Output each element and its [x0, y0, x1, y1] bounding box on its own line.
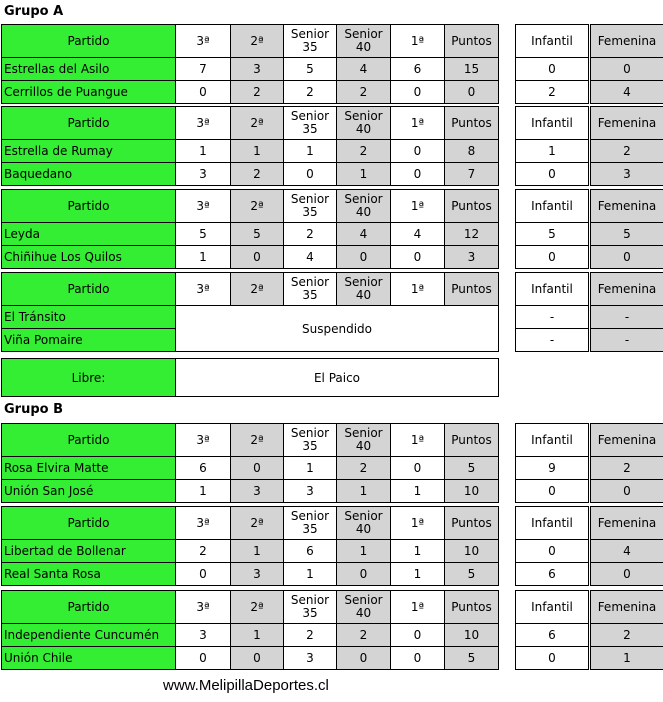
score-puntos: 5 [445, 647, 499, 670]
team-name: Leyda [2, 223, 176, 246]
score-femenina: 3 [591, 163, 663, 186]
header-infantil: Infantil [516, 25, 589, 58]
team-name: Viña Pomaire [2, 329, 176, 352]
match-table [1, 272, 499, 352]
score-senior-40: 1 [337, 480, 391, 503]
header-3a: 3ª [176, 25, 231, 58]
score-2a: 0 [231, 246, 284, 269]
score-infantil: 0 [516, 246, 589, 269]
team-name: Cerrillos de Puangue [2, 81, 176, 104]
table-row [2, 306, 499, 329]
header-senior-40: Senior 40 [337, 107, 391, 140]
website-footer: www.MelipillaDeportes.cl [163, 677, 329, 694]
score-infantil: 0 [516, 647, 589, 670]
header-senior-35: Senior 35 [284, 424, 337, 457]
team-name: Estrellas del Asilo [2, 58, 176, 81]
score-infantil: 2 [516, 81, 589, 104]
score-puntos: 10 [445, 624, 499, 647]
header-puntos: Puntos [445, 273, 499, 306]
team-name: Unión San José [2, 480, 176, 503]
header-3a: 3ª [176, 424, 231, 457]
header-infantil: Infantil [516, 507, 589, 540]
score-3a: 1 [176, 140, 231, 163]
header-infantil: Infantil [516, 273, 589, 306]
score-2a: 0 [231, 457, 284, 480]
header-femenina: Femenina [591, 424, 663, 457]
score-senior-35: 2 [284, 81, 337, 104]
score-infantil: 1 [516, 140, 589, 163]
header-3a: 3ª [176, 273, 231, 306]
score-3a: 1 [176, 480, 231, 503]
score-1a: 6 [391, 58, 445, 81]
score-3a: 0 [176, 81, 231, 104]
team-name: Baquedano [2, 163, 176, 186]
score-1a: 4 [391, 223, 445, 246]
header-senior-35: Senior 35 [284, 190, 337, 223]
score-infantil: - [516, 306, 589, 329]
team-name: Independiente Cuncumén [2, 624, 176, 647]
score-senior-40: 2 [337, 140, 391, 163]
score-3a: 1 [176, 246, 231, 269]
header-2a: 2ª [231, 507, 284, 540]
header-senior-40: Senior 40 [337, 507, 391, 540]
header-3a: 3ª [176, 507, 231, 540]
header-partido: Partido [2, 591, 176, 624]
header-puntos: Puntos [445, 25, 499, 58]
score-3a: 0 [176, 647, 231, 670]
header-partido: Partido [2, 273, 176, 306]
match-table [1, 590, 499, 670]
header-3a: 3ª [176, 190, 231, 223]
libre-table [1, 358, 499, 397]
score-2a: 1 [231, 624, 284, 647]
header-senior-35: Senior 35 [284, 591, 337, 624]
team-name: Rosa Elvira Matte [2, 457, 176, 480]
score-infantil: - [516, 329, 589, 352]
score-senior-35: 4 [284, 246, 337, 269]
header-puntos: Puntos [445, 107, 499, 140]
table-row [2, 223, 499, 246]
score-1a: 0 [391, 81, 445, 104]
infantil-table [515, 272, 589, 352]
group-a-title: Grupo A [4, 4, 64, 19]
header-1a: 1ª [391, 190, 445, 223]
table-row [2, 81, 499, 104]
header-senior-40: Senior 40 [337, 424, 391, 457]
score-senior-40: 2 [337, 81, 391, 104]
score-senior-40: 4 [337, 223, 391, 246]
score-puntos: 3 [445, 246, 499, 269]
match-table [1, 106, 499, 186]
header-femenina: Femenina [591, 273, 663, 306]
table-row [2, 246, 499, 269]
score-senior-35: 3 [284, 480, 337, 503]
score-femenina: 2 [591, 457, 663, 480]
match-table [1, 189, 499, 269]
score-3a: 0 [176, 563, 231, 586]
score-3a: 7 [176, 58, 231, 81]
femenina-table [590, 590, 663, 670]
score-infantil: 0 [516, 163, 589, 186]
header-puntos: Puntos [445, 190, 499, 223]
score-senior-35: 3 [284, 647, 337, 670]
femenina-table [590, 272, 663, 352]
score-femenina: - [591, 329, 663, 352]
score-1a: 0 [391, 624, 445, 647]
header-2a: 2ª [231, 25, 284, 58]
score-senior-40: 1 [337, 540, 391, 563]
header-2a: 2ª [231, 591, 284, 624]
score-puntos: 5 [445, 563, 499, 586]
header-1a: 1ª [391, 273, 445, 306]
match-table [1, 506, 499, 586]
score-puntos: 10 [445, 480, 499, 503]
score-1a: 0 [391, 246, 445, 269]
score-1a: 0 [391, 140, 445, 163]
score-2a: 3 [231, 480, 284, 503]
score-2a: 3 [231, 58, 284, 81]
score-1a: 0 [391, 163, 445, 186]
score-infantil: 0 [516, 540, 589, 563]
team-name: Chiñihue Los Quilos [2, 246, 176, 269]
table-row [2, 457, 499, 480]
score-puntos: 7 [445, 163, 499, 186]
infantil-table [515, 590, 589, 670]
score-senior-40: 0 [337, 563, 391, 586]
header-senior-35: Senior 35 [284, 273, 337, 306]
table-row [2, 647, 499, 670]
score-senior-35: 0 [284, 163, 337, 186]
femenina-table [590, 24, 663, 104]
score-infantil: 9 [516, 457, 589, 480]
score-senior-40: 0 [337, 647, 391, 670]
header-3a: 3ª [176, 591, 231, 624]
header-senior-35: Senior 35 [284, 507, 337, 540]
header-1a: 1ª [391, 591, 445, 624]
header-partido: Partido [2, 107, 176, 140]
score-senior-40: 1 [337, 163, 391, 186]
header-partido: Partido [2, 424, 176, 457]
score-senior-40: 2 [337, 624, 391, 647]
table-row [2, 140, 499, 163]
table-row [2, 563, 499, 586]
score-1a: 1 [391, 563, 445, 586]
score-senior-35: 2 [284, 223, 337, 246]
header-senior-40: Senior 40 [337, 190, 391, 223]
score-2a: 5 [231, 223, 284, 246]
header-senior-40: Senior 40 [337, 273, 391, 306]
match-table [1, 423, 499, 503]
table-row [2, 480, 499, 503]
score-femenina: 4 [591, 540, 663, 563]
team-name: Real Santa Rosa [2, 563, 176, 586]
header-femenina: Femenina [591, 507, 663, 540]
score-infantil: 6 [516, 624, 589, 647]
femenina-table [590, 106, 663, 186]
header-partido: Partido [2, 190, 176, 223]
header-partido: Partido [2, 25, 176, 58]
match-status: Suspendido [176, 306, 499, 352]
score-senior-35: 1 [284, 457, 337, 480]
header-2a: 2ª [231, 424, 284, 457]
score-3a: 6 [176, 457, 231, 480]
score-infantil: 0 [516, 58, 589, 81]
header-puntos: Puntos [445, 507, 499, 540]
header-partido: Partido [2, 507, 176, 540]
score-3a: 3 [176, 163, 231, 186]
score-2a: 1 [231, 140, 284, 163]
score-1a: 1 [391, 480, 445, 503]
header-puntos: Puntos [445, 591, 499, 624]
score-senior-40: 4 [337, 58, 391, 81]
libre-label: Libre: [2, 359, 176, 397]
infantil-table [515, 106, 589, 186]
score-2a: 3 [231, 563, 284, 586]
score-femenina: 4 [591, 81, 663, 104]
team-name: Unión Chile [2, 647, 176, 670]
score-senior-40: 0 [337, 246, 391, 269]
header-femenina: Femenina [591, 591, 663, 624]
score-2a: 1 [231, 540, 284, 563]
score-femenina: 0 [591, 563, 663, 586]
score-2a: 2 [231, 163, 284, 186]
header-femenina: Femenina [591, 25, 663, 58]
score-3a: 3 [176, 624, 231, 647]
score-femenina: 2 [591, 624, 663, 647]
team-name: Libertad de Bollenar [2, 540, 176, 563]
header-3a: 3ª [176, 107, 231, 140]
score-senior-35: 5 [284, 58, 337, 81]
score-1a: 0 [391, 457, 445, 480]
header-femenina: Femenina [591, 107, 663, 140]
header-infantil: Infantil [516, 107, 589, 140]
infantil-table [515, 506, 589, 586]
header-femenina: Femenina [591, 190, 663, 223]
score-infantil: 0 [516, 480, 589, 503]
femenina-table [590, 423, 663, 503]
score-puntos: 15 [445, 58, 499, 81]
score-femenina: 5 [591, 223, 663, 246]
score-femenina: 0 [591, 246, 663, 269]
score-senior-35: 2 [284, 624, 337, 647]
score-1a: 1 [391, 540, 445, 563]
score-infantil: 5 [516, 223, 589, 246]
femenina-table [590, 189, 663, 269]
header-1a: 1ª [391, 507, 445, 540]
score-2a: 0 [231, 647, 284, 670]
infantil-table [515, 423, 589, 503]
header-senior-35: Senior 35 [284, 25, 337, 58]
score-senior-35: 1 [284, 563, 337, 586]
group-b-title: Grupo B [4, 402, 64, 417]
header-infantil: Infantil [516, 591, 589, 624]
score-senior-40: 2 [337, 457, 391, 480]
table-row [2, 58, 499, 81]
match-table [1, 24, 499, 104]
team-name: El Tránsito [2, 306, 176, 329]
infantil-table [515, 24, 589, 104]
score-femenina: 0 [591, 58, 663, 81]
score-puntos: 8 [445, 140, 499, 163]
score-3a: 5 [176, 223, 231, 246]
score-femenina: 1 [591, 647, 663, 670]
team-name: Estrella de Rumay [2, 140, 176, 163]
femenina-table [590, 506, 663, 586]
score-senior-35: 1 [284, 140, 337, 163]
header-senior-40: Senior 40 [337, 25, 391, 58]
score-1a: 0 [391, 647, 445, 670]
score-senior-35: 6 [284, 540, 337, 563]
score-infantil: 6 [516, 563, 589, 586]
header-2a: 2ª [231, 190, 284, 223]
header-1a: 1ª [391, 107, 445, 140]
header-2a: 2ª [231, 273, 284, 306]
header-senior-35: Senior 35 [284, 107, 337, 140]
header-infantil: Infantil [516, 190, 589, 223]
header-senior-40: Senior 40 [337, 591, 391, 624]
infantil-table [515, 189, 589, 269]
score-3a: 2 [176, 540, 231, 563]
header-1a: 1ª [391, 424, 445, 457]
header-2a: 2ª [231, 107, 284, 140]
score-puntos: 5 [445, 457, 499, 480]
score-2a: 2 [231, 81, 284, 104]
header-puntos: Puntos [445, 424, 499, 457]
table-row [2, 624, 499, 647]
score-puntos: 10 [445, 540, 499, 563]
score-femenina: 0 [591, 480, 663, 503]
header-infantil: Infantil [516, 424, 589, 457]
score-femenina: - [591, 306, 663, 329]
score-puntos: 12 [445, 223, 499, 246]
libre-team: El Paico [176, 359, 499, 397]
table-row [2, 540, 499, 563]
score-femenina: 2 [591, 140, 663, 163]
header-1a: 1ª [391, 25, 445, 58]
table-row [2, 163, 499, 186]
score-puntos: 0 [445, 81, 499, 104]
